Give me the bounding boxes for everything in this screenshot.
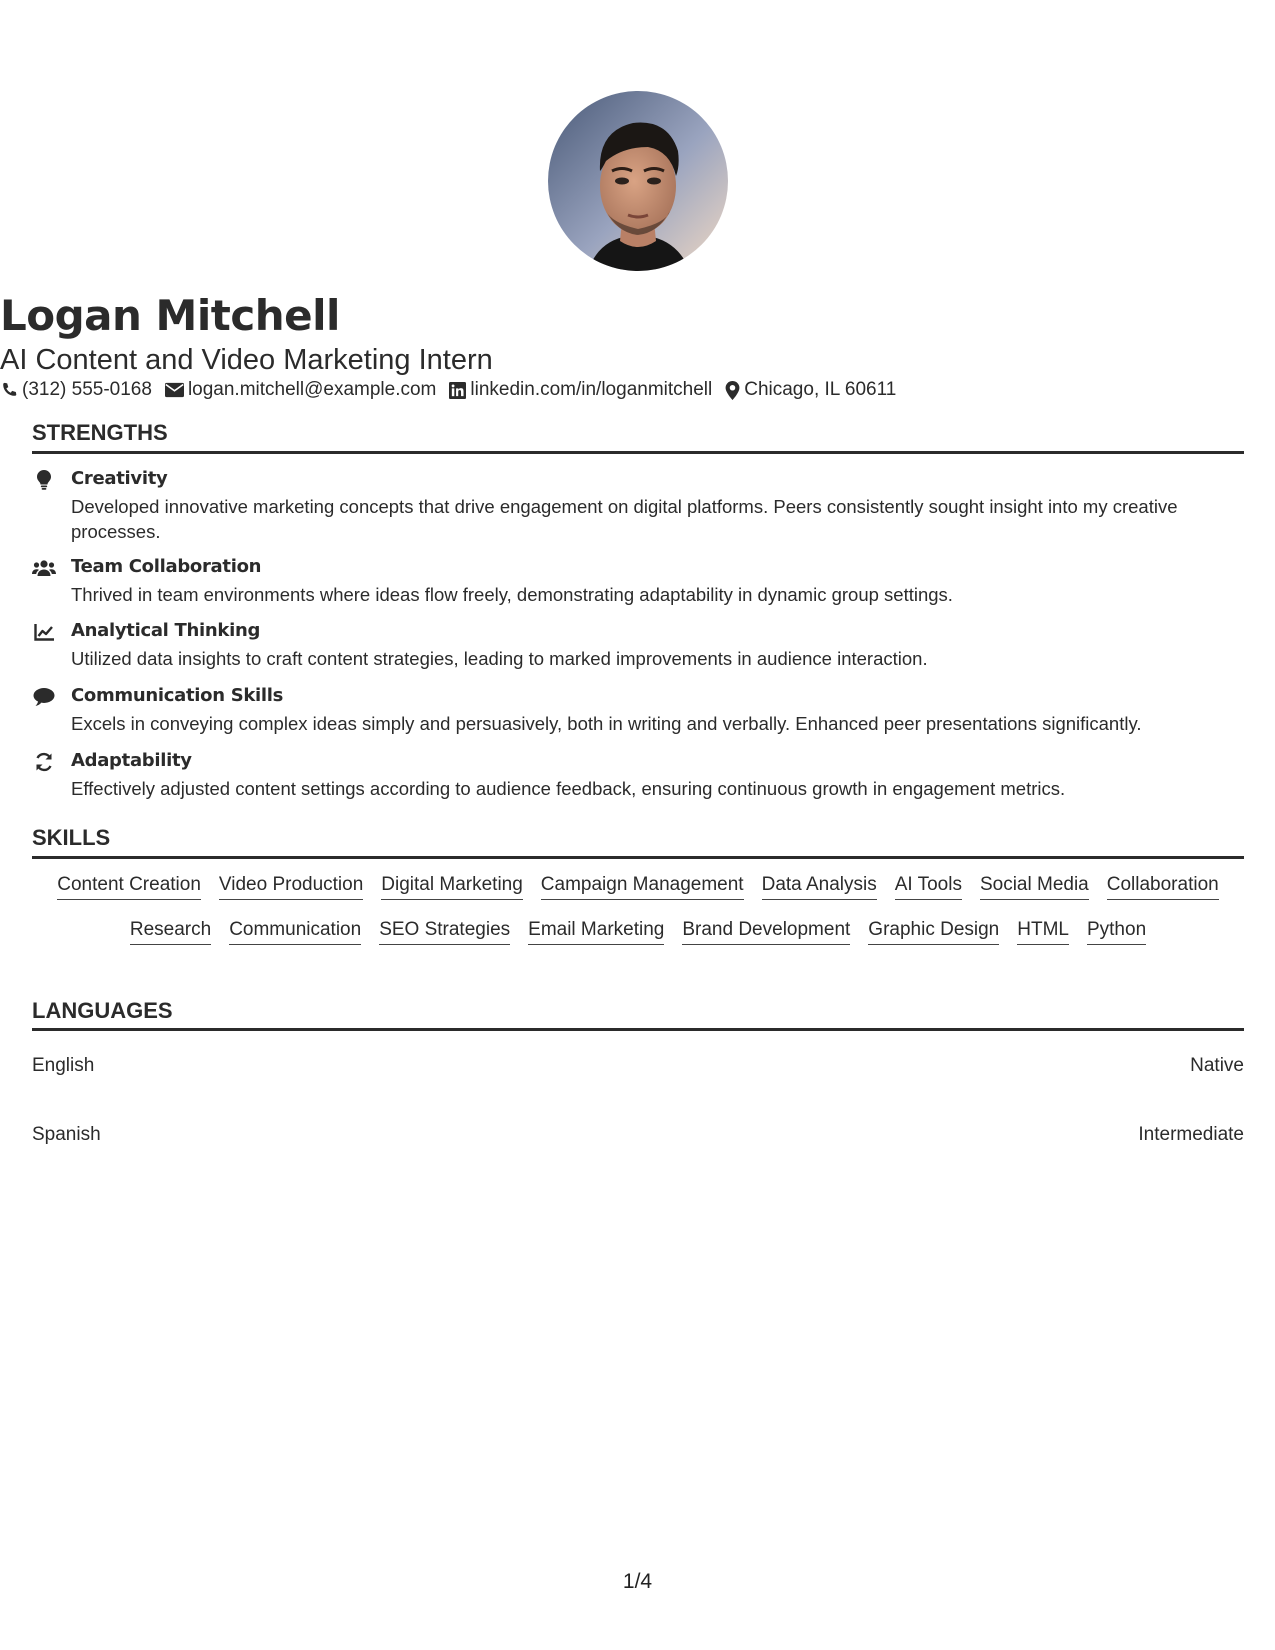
- phone-text: (312) 555-0168: [22, 379, 152, 400]
- linkedin-icon: [449, 382, 466, 399]
- skill-tag: Python: [1087, 918, 1146, 945]
- skill-tag: Video Production: [219, 873, 363, 900]
- skill-tag: Digital Marketing: [381, 873, 523, 900]
- skill-tag: Graphic Design: [868, 918, 999, 945]
- phone-icon: [0, 381, 18, 399]
- skill-tag: SEO Strategies: [379, 918, 510, 945]
- skill-tag: Content Creation: [57, 873, 201, 900]
- strength-description: Developed innovative marketing concepts that drive engagement on digital platforms. Peers consistently sought insight into my creative processes.: [71, 496, 1178, 542]
- languages-divider: [32, 1028, 1244, 1031]
- languages-heading: LANGUAGES: [32, 998, 173, 1023]
- skill-tag: Communication: [229, 918, 361, 945]
- skill-tag: HTML: [1017, 918, 1069, 945]
- skills-divider: [32, 856, 1244, 859]
- strengths-heading: STRENGTHS: [32, 420, 168, 445]
- strength-description: Excels in conveying complex ideas simply and persuasively, both in writing and verbally. Enhanced peer presentations significantly.: [71, 713, 1142, 734]
- contact-phone[interactable]: [0, 379, 152, 401]
- lightbulb-icon: [32, 469, 56, 491]
- skill-tag: AI Tools: [895, 873, 962, 900]
- skill-tag: Data Analysis: [762, 873, 877, 900]
- skill-tag: Research: [130, 918, 211, 945]
- strength-title: Communication Skills: [71, 685, 284, 706]
- speech-bubble-icon: [32, 686, 56, 708]
- users-icon: [32, 557, 56, 579]
- strengths-divider: [32, 451, 1244, 454]
- strength-title: Adaptability: [71, 750, 192, 771]
- skill-tag: Collaboration: [1107, 873, 1219, 900]
- strength-title: Team Collaboration: [71, 556, 262, 577]
- strength-title: Analytical Thinking: [71, 620, 261, 641]
- strength-description: Thrived in team environments where ideas flow freely, demonstrating adaptability in dynamic group settings.: [71, 584, 953, 605]
- skill-tag: Email Marketing: [528, 918, 664, 945]
- language-name: English: [32, 1055, 95, 1076]
- strength-description: Effectively adjusted content settings according to audience feedback, ensuring continuous growth in engagement metrics.: [71, 778, 1066, 799]
- email-text: logan.mitchell@example.com: [187, 379, 437, 400]
- chart-line-icon: [32, 621, 56, 643]
- envelope-icon: [165, 382, 184, 398]
- strength-title: Creativity: [71, 468, 168, 489]
- skills-row: [32, 918, 1244, 945]
- location-text: Chicago, IL 60611: [744, 379, 897, 400]
- refresh-icon: [32, 751, 56, 773]
- language-row: [32, 1053, 1244, 1079]
- linkedin-text: linkedin.com/in/loganmitchell: [470, 379, 713, 400]
- contact-bar: [0, 377, 909, 403]
- candidate-name: Logan Mitchell: [0, 291, 340, 340]
- language-row: [32, 1122, 1244, 1148]
- contact-location: [725, 379, 896, 401]
- skill-tag: Campaign Management: [541, 873, 744, 900]
- contact-email[interactable]: [165, 379, 436, 401]
- skills-heading: SKILLS: [32, 825, 111, 850]
- skill-tag: Brand Development: [682, 918, 850, 945]
- skill-tag: Social Media: [980, 873, 1089, 900]
- language-level: Native: [1190, 1055, 1244, 1076]
- candidate-role: AI Content and Video Marketing Intern: [0, 344, 493, 376]
- profile-photo: [548, 91, 728, 271]
- skills-row: [32, 873, 1244, 900]
- strength-description: Utilized data insights to craft content strategies, leading to marked improvements in audience interaction.: [71, 648, 928, 669]
- contact-linkedin[interactable]: [449, 379, 712, 401]
- language-level: Intermediate: [1138, 1124, 1244, 1145]
- language-name: Spanish: [32, 1124, 101, 1145]
- page-indicator: 1/4: [622, 1570, 653, 1593]
- map-pin-icon: [725, 381, 740, 400]
